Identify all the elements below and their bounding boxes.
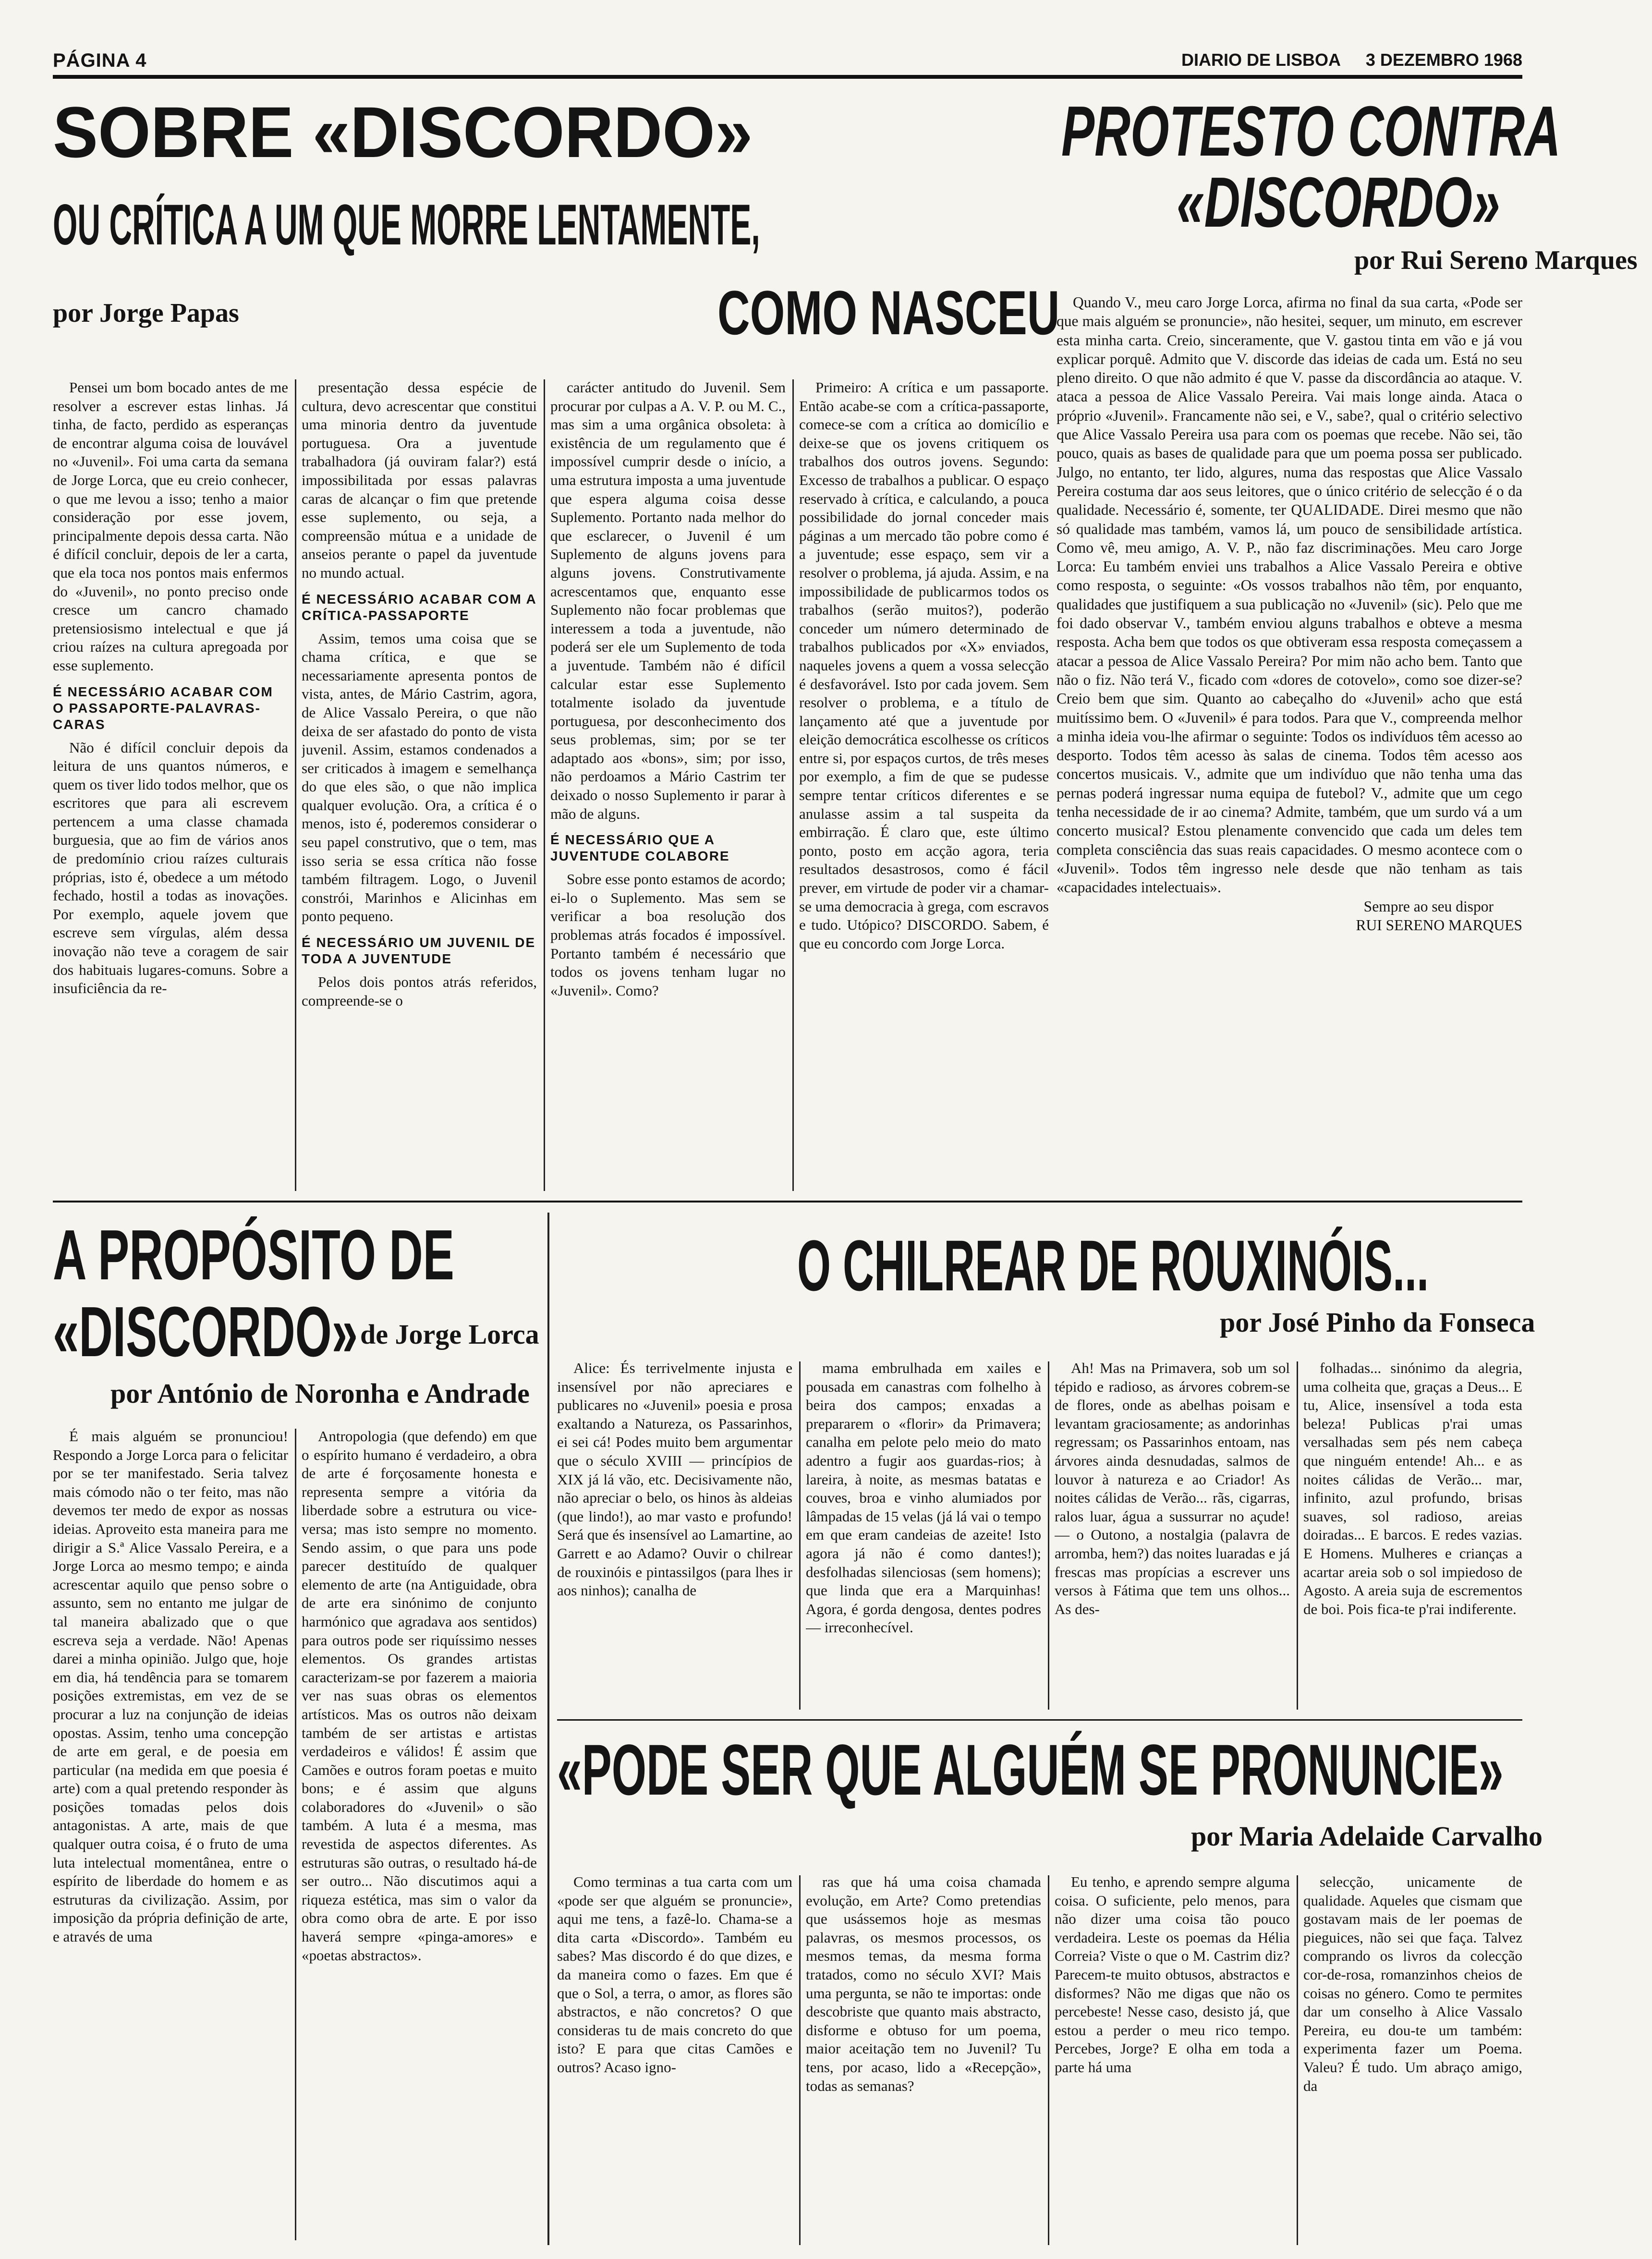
column-divider	[799, 1361, 801, 1710]
article1-column-1: Pensei um bom bocado antes de me resolver a escrever estas linhas. Já tinha, de facto, perdido as esperanças de encontrar alguma coisa de louvável no «Juvenil». Foi uma carta da semana de Jorge Lorca, que eu creio conhecer, o que me levou a isso; tenho a maior consideração por esse jovem, principalmente depois dessa carta. Não é difícil concluir, depois de ler a carta, que ela toca nos pontos mais enfermos do «Juvenil», no ponto preciso onde cresce um cancro chamado pretensiosismo intelectual e que já criou raízes na cultura apregoada por esse suplemento. É NECESSÁRIO ACABAR COM O PASSAPORTE-PALAVRAS-CARAS Não é difícil concluir depois da leitura de uns quantos números, e quem os tiver lido todos melhor, que os escritores que para ali escrevem pertencem a uma classe chamada burguesia, que ao fim de vários anos de predomínio criou raízes culturais próprias, isto é, obedece a um método fechado, hostil a todas as inovações. Por exemplo, aquele jovem que escreve sem vírgulas, além dessa inovação não teve a coragem de sair dos habituais lugares-comuns. Sobre a insuficiência da re-	[53, 379, 288, 997]
article2-closing: Sempre ao seu dispor	[1363, 898, 1494, 915]
section-divider-vertical	[547, 1213, 549, 2245]
page-number: PÁGINA 4	[53, 50, 147, 71]
article5-column-3: Eu tenho, e aprendo sempre alguma coisa. O suficiente, pelo menos, para não dizer uma coisa tão pouco verdadeira. Leste os poemas da Hélia Correia? Viste o que o M. Castrim diz? Parecem-te muito obtusos, abstractos e disformes? Não me digas que não os percebeste! Nesse caso, desisto já, que estou a perder o meu rico tempo. Percebes, Jorge? E olha em toda a parte há uma	[1055, 1873, 1290, 2076]
article3-headline-line2: «DISCORDO»	[53, 1292, 358, 1372]
article3-column-1: É mais alguém se pronunciou! Respondo a Jorge Lorca para o felicitar por se ter manifestado. Seria talvez mais cómodo não o ter feito, mas não devemos ter medo de expor as nossas ideias. Aproveito esta maneira para me dirigir a S.ª Alice Vassalo Pereira, e a Jorge Lorca ao mesmo tempo; e ainda acrescentar aquilo que penso sobre o assunto, sem no entanto me julgar de tal maneira abalizado que o que escreva seja a verdade. Não! Apenas darei a minha opinião. Julgo que, hoje em dia, há tendência para se tomarem posições extremistas, em vez de se procurar a luz na conjunção de ideias opostas. Assim, tenho uma concepção de arte em geral, e de poesia em particular (na medida em que poesia é arte) com a qual pretendo responder às posições tomadas pelos dois antagonistas. A arte, mais de que qualquer outra coisa, é o fruto de uma luta intelectual momentânea, entre o espírito de liberdade do homem e as estruturas da civilização. Assim, por imposição da própria definição de arte, e através de uma	[53, 1428, 288, 1945]
page-header	[53, 46, 1522, 72]
newspaper-name: DIARIO DE LISBOA	[1181, 50, 1341, 70]
article2-headline-line2: «DISCORDO»	[1177, 163, 1500, 242]
article1-headline: SOBRE «DISCORDO»	[53, 92, 753, 172]
article1-subhead-3: É NECESSÁRIO UM JUVENIL DE TODA A JUVENTUDE	[302, 935, 536, 967]
section-divider	[53, 1201, 1522, 1202]
article5-headline: «PODE SER QUE ALGUÉM SE PRONUNCIE»	[557, 1729, 1504, 1810]
article5-column-2: ras que há uma coisa chamada evolução, em Arte? Como pretendias que usássemos hoje as mesmas palavras, os mesmos processos, os mesmos temas, da mesma forma tratados, como no século XVI? Mais uma pergunta, se não te importas: onde descobriste que quanto mais abstracto, disforme e obtuso for um poema, maior aceitação tem no Juvenil? Tu tens, por acaso, lido a «Recepção», todas as semanas?	[806, 1873, 1041, 2094]
article4-column-2: mama embrulhada em xailes e pousada em canastras com folhelho à beira dos campos; enxadas a prepararem o «florir» da Primavera; canalha em pelote pelo meio do mato adentro a fugir aos guardas-rios; à lareira, à noite, as mesmas batatas e couves, broa e vinho alumiados por lâmpadas de 15 velas (já lá vai o tempo em que eram candeias de azeite! Isto agora já não é como dantes!); desfolhadas silenciosas (sem homens); que linda que era a Marquinhas! Agora, é gorda dengosa, dentes podres — irreconhecível.	[806, 1360, 1041, 1636]
article3-byline: por António de Noronha e Andrade	[110, 1378, 530, 1409]
article3-headline: A PROPÓSITO DE	[53, 1215, 454, 1295]
article5-byline: por Maria Adelaide Carvalho	[1191, 1821, 1543, 1852]
column-divider	[295, 379, 296, 1191]
article1-byline: por Jorge Papas	[53, 298, 239, 328]
article4-byline: por José Pinho da Fonseca	[1220, 1307, 1535, 1338]
article2-byline: por Rui Sereno Marques	[1354, 245, 1638, 275]
article2-signature: RUI SERENO MARQUES	[1356, 916, 1522, 934]
header-rule	[53, 75, 1522, 79]
article4-column-1: Alice: És terrivelmente injusta e insensível por não apreciares e publicares no «Juvenil» poesia e prosa exaltando a Natureza, os Passarinhos, ei sei cá! Podes muito bem argumentar que o século XVIII — princípios de XIX já lá vão, etc. Decisivamente não, não apreciar o belo, os hinos às aldeias (que lindo!), ao mar vasto e profundo! Será que és insensível ao Lamartine, ao Garrett e ao Adamo? Ouvir o chilrear de rouxinóis e pintassilgos (para lhes ir aos ninhos); canalha de	[557, 1360, 792, 1599]
column-divider	[799, 1875, 801, 2245]
article1-subhead-4: É NECESSÁRIO QUE A JUVENTUDE COLABORE	[550, 832, 730, 864]
column-divider	[792, 379, 794, 1191]
article3-title-suffix: de Jorge Lorca	[360, 1319, 539, 1350]
article5-column-4: selecção, unicamente de qualidade. Aqueles que cismam que gostavam mais de ler poemas de pieguices, não sei que faça. Talvez comprando os livros da colecção cor-de-rosa, romanzinhos cheios de coisas no género. Como te permites dar um conselho à Alice Vassalo Pereira, eu dou-te um também: experimenta fazer um Poema. Valeu? É tudo. Um abraço amigo, da	[1303, 1873, 1522, 2094]
article1-column-4: Primeiro: A crítica e um passaporte. Então acabe-se com a crítica-passaporte, comece-se com a crítica ao domicílio e deixe-se que os jovens critiquem os trabalhos dos outros jovens. Segundo: Excesso de trabalhos a publicar. O espaço reservado à crítica, e calculando, a pouca possibilidade do jornal conceder mais páginas a um mercado tão pobre como é a juventude; esse espaço, sem vir a resolver o problema, já ajuda. Assim, e na impossibilidade de publicarmos todos os trabalhos (serão muitos?), poderão conceder um número determinado de trabalhos publicados por «X» enviados, naqueles jovens a quem a vossa selecção é desfavorável. Isto por cada jovem. Sem resolver o problema, e a título de lançamento até que a juventude por eleição democrática escolhesse os críticos entre si, por espaços curtos, de três meses por exemplo, a fim de que se pudesse sempre tentar críticos diferentes e se anulasse assim a tal suspeita da embirração. É claro que, este último ponto, posto em acção agora, teria resultados desastrosos, como é fácil prever, em virtude de poder vir a chamar-se uma democracia à grega, com escravos e tudo. Utópico? DISCORDO. Sabem, é que eu concordo com Jorge Lorca.	[799, 379, 1049, 952]
issue-date: 3 DEZEMBRO 1968	[1365, 50, 1522, 70]
article1-column-3: carácter antitudo do Juvenil. Sem procurar por culpas a A. V. P. ou M. C., mas sim a uma orgânica obsoleta: à existência de um regulamento que é impossível cumprir desde o início, a uma estrutura imposta a uma juventude que espera alguma coisa desse Suplemento. Portanto nada melhor do que esclarecer, o Juvenil é um Suplemento de alguns jovens para alguns jovens. Construtivamente acrescentamos que, enquanto esse Suplemento não focar problemas que interessem a toda a juventude, não poderá ser ele um Suplemento de toda a juventude. Também não é difícil calcular estar esse Suplemento totalmente isolado da juventude portuguesa, por desconhecimento dos seus problemas, sim; por se ter adaptado aos «bons», sim; por isso, não perdoamos a Mário Castrim ter deixado o nosso Suplemento ir parar à mão de alguns. É NECESSÁRIO QUE A JUVENTUDE COLABORE Sobre esse ponto estamos de acordo; ei-lo o Suplemento. Mas sem se verificar a boa resolução dos problemas atrás focados é impossível. Portanto também é necessário que todos os jovens tenham lugar no «Juvenil». Como?	[550, 379, 786, 999]
article1-subhead-1: É NECESSÁRIO ACABAR COM O PASSAPORTE-PALAVRAS-CARAS	[53, 684, 273, 732]
article1-subheadline: OU CRÍTICA A UM QUE MORRE LENTAMENTE,	[53, 193, 760, 257]
article1-headline-line3: COMO NASCEU	[717, 278, 1060, 348]
column-divider	[1297, 1875, 1298, 2245]
column-divider	[1048, 1875, 1049, 2245]
article4-column-4: folhadas... sinónimo da alegria, uma colheita que, graças a Deus... E tu, Alice, insensível a toda esta beleza! Publicas p'rai umas versalhadas sem pés nem cabeça que ninguém entende! Ah... e as noites cálidas de Verão... mar, infinito, azul profundo, brisas suaves, sol radioso, areias doiradas... E barcos. E redes vazias. E Homens. Mulheres e crianças a acartar areia sob o sol impiedoso de Agosto. A areia suja de escrementos de boi. Pois fica-te p'rai indiferente.	[1303, 1360, 1522, 1617]
article1-subhead-2: É NECESSÁRIO ACABAR COM A CRÍTICA-PASSAPORTE	[302, 591, 536, 623]
column-divider	[295, 1429, 296, 2240]
article1-column-2: presentação dessa espécie de cultura, devo acrescentar que constitui uma minoria dentro da juventude portuguesa. Ora a juventude trabalhadora (já ouviram falar?) está impossibilitada por essas palavras caras de alcançar o fim que pretende esse suplemento, ou seja, a compreensão mútua e a unidade de anseios perante o papel da juventude no mundo actual. É NECESSÁRIO ACABAR COM A CRÍTICA-PASSAPORTE Assim, temos uma coisa que se chama crítica, e que se necessariamente apresenta pontos de vista, antes, de Mário Castrim, agora, de Alice Vassalo Pereira, o que não deixa de ser afastado do ponto de vista juvenil. Assim, estamos condenados a ser criticados à imagem e semelhança do que eles são, o que não implica qualquer evolução. Ora, a crítica é o menos, isto é, poderemos considerar o seu papel construtivo, que o tem, mas isso seria se essa crítica não fosse também filtragem. Logo, o Juvenil constrói, Marinhos e Alicinhas em ponto pequeno. É NECESSÁRIO UM JUVENIL DE TODA A JUVENTUDE Pelos dois pontos atrás referidos, compreende-se o	[302, 379, 537, 1009]
section-divider	[557, 1719, 1522, 1721]
column-divider	[544, 379, 545, 1191]
column-divider	[1048, 1361, 1049, 1710]
article4-headline: O CHILREAR DE ROUXINÓIS...	[797, 1225, 1429, 1306]
article3-column-2: Antropologia (que defendo) em que o espírito humano é verdadeiro, a obra de arte é forçosamente honesta e representa sempre a vitória da liberdade sobre a estrutura ou vice-versa; mas isto sempre no momento. Sendo assim, o que para uns pode parecer destituído de qualquer elemento de arte (na Antiguidade, obra de arte era sinónimo de conjunto harmónico que agradava aos sentidos) para outros pode ser riquíssimo nesses elementos. Os grandes artistas caracterizam-se por fazerem a maioria ver nas suas obras os elementos artísticos. Mas os outros não deixam também de ser artistas e artistas verdadeiros e válidos! É assim que Camões e outros foram poetas e muito bons; e é assim que alguns colaboradores do «Juvenil» o são também. A luta é a mesma, mas revestida de aspectos diferentes. As estruturas são outras, o resultado há-de ser outro... Não discutimos aqui a riqueza estética, mas sim o valor da obra como obra de arte. E por isso haverá sempre «pinga-amores» e «poetas abstractos».	[302, 1428, 537, 1964]
column-divider	[1297, 1361, 1298, 1710]
article5-column-1: Como terminas a tua carta com um «pode ser que alguém se pronuncie», aqui me tens, a fazê-lo. Chama-se a dita carta «Discordo». Também eu sabes? Mas discordo é do que dizes, e da maneira como o fazes. Em que é que o Sol, a terra, o amor, as flores são abstractos, e não concretos? O que consideras tu de mais concreto do que isto? E para que citas Camões e outros? Acaso igno-	[557, 1873, 792, 2076]
article2-headline: PROTESTO CONTRA	[1061, 92, 1561, 171]
article4-column-3: Ah! Mas na Primavera, sob um sol tépido e radioso, as árvores cobrem-se de flores, onde as abelhas poisam e levantam graciosamente; as andorinhas regressam; os Passarinhos entoam, nas árvores ainda desnudadas, salmos de louvor à natureza e ao Criador! As noites cálidas de Verão... rãs, cigarras, ralos luar, água a sussurrar no açude! — o Outono, a nostalgia (palavra de arromba, hem?) das noites luaradas e já frescas mas propícias a escrever uns versos à Fátima que tem uns olhos... As des-	[1055, 1360, 1290, 1617]
article2-body: Quando V., meu caro Jorge Lorca, afirma no final da sua carta, «Pode ser que mais alguém se pronuncie», não hesitei, sequer, um minuto, em escrever esta minha carta. Creio, sinceramente, que V. gastou tinta em vão e já vou explicar porquê. Admito que V. discorde das ideias de cada um. Está no seu pleno direito. O que não admito é que V. passe da discordância ao ataque. V. ataca a pessoa de Alice Vassalo Pereira. Vai mais longe ainda. Ataca o próprio «Juvenil». Francamente não sei, e V., sabe?, qual o critério selectivo que Alice Vassalo Pereira usa para com os poemas que recebe. Não sei, tão pouco, quais as bases de qualidade para que um poema possa ser publicado. Julgo, no entanto, ter lido, algures, numa das respostas que Alice Vassalo Pereira costuma dar aos seus leitores, que o único critério de selecção é o da qualidade. Necessário é, somente, ter QUALIDADE. Direi mesmo que não só qualidade mas também, vamos lá, um pouco de sensibilidade artística. Como vê, meu amigo, A. V. P., não faz discriminações. Meu caro Jorge Lorca: Eu também enviei uns trabalhos a Alice Vassalo Pereira e obtive como resposta, o seguinte: «Os vossos trabalhos não têm, por enquanto, qualidades que justifiquem a sua publicação no «Juvenil» (sic). Pelo que me foi dado observar V., também enviou alguns trabalhos e obteve a mesma resposta. Acha bem que todos os que obtiveram essa resposta começassem a atacar a pessoa de Alice Vassalo Pereira? Por mim não acho bem. Tanto que não o fiz. Não terá V., ficado com «dores de cotovelo», como soe dizer-se? Creio bem que sim. Quanto ao cabeçalho do «Juvenil» acho que está muitíssimo bem. O «Juvenil» é para todos. Para que V., compreenda melhor a minha ideia vou-lhe afirmar o seguinte: Todos os indivíduos têm acesso ao desporto. Todos têm acesso às salas de cinema. Todos têm acesso aos concertos musicais. V., admite que um indivíduo que não tenha uma das pernas poderá ingressar numa equipa de futebol? V., admite que um cego tenha necessidade de ir ao cinema? Admite, também, que um surdo vá a um concerto musical? Estou plenamente convencido que cada um deles tem completa consciência das suas reais capacidades. O mesmo acontece com o «Juvenil». Todos têm ingresso nele desde que não tenham as tais «capacidades intelectuais». Sempre ao seu dispor RUI SERENO MARQUES	[1057, 293, 1522, 1196]
